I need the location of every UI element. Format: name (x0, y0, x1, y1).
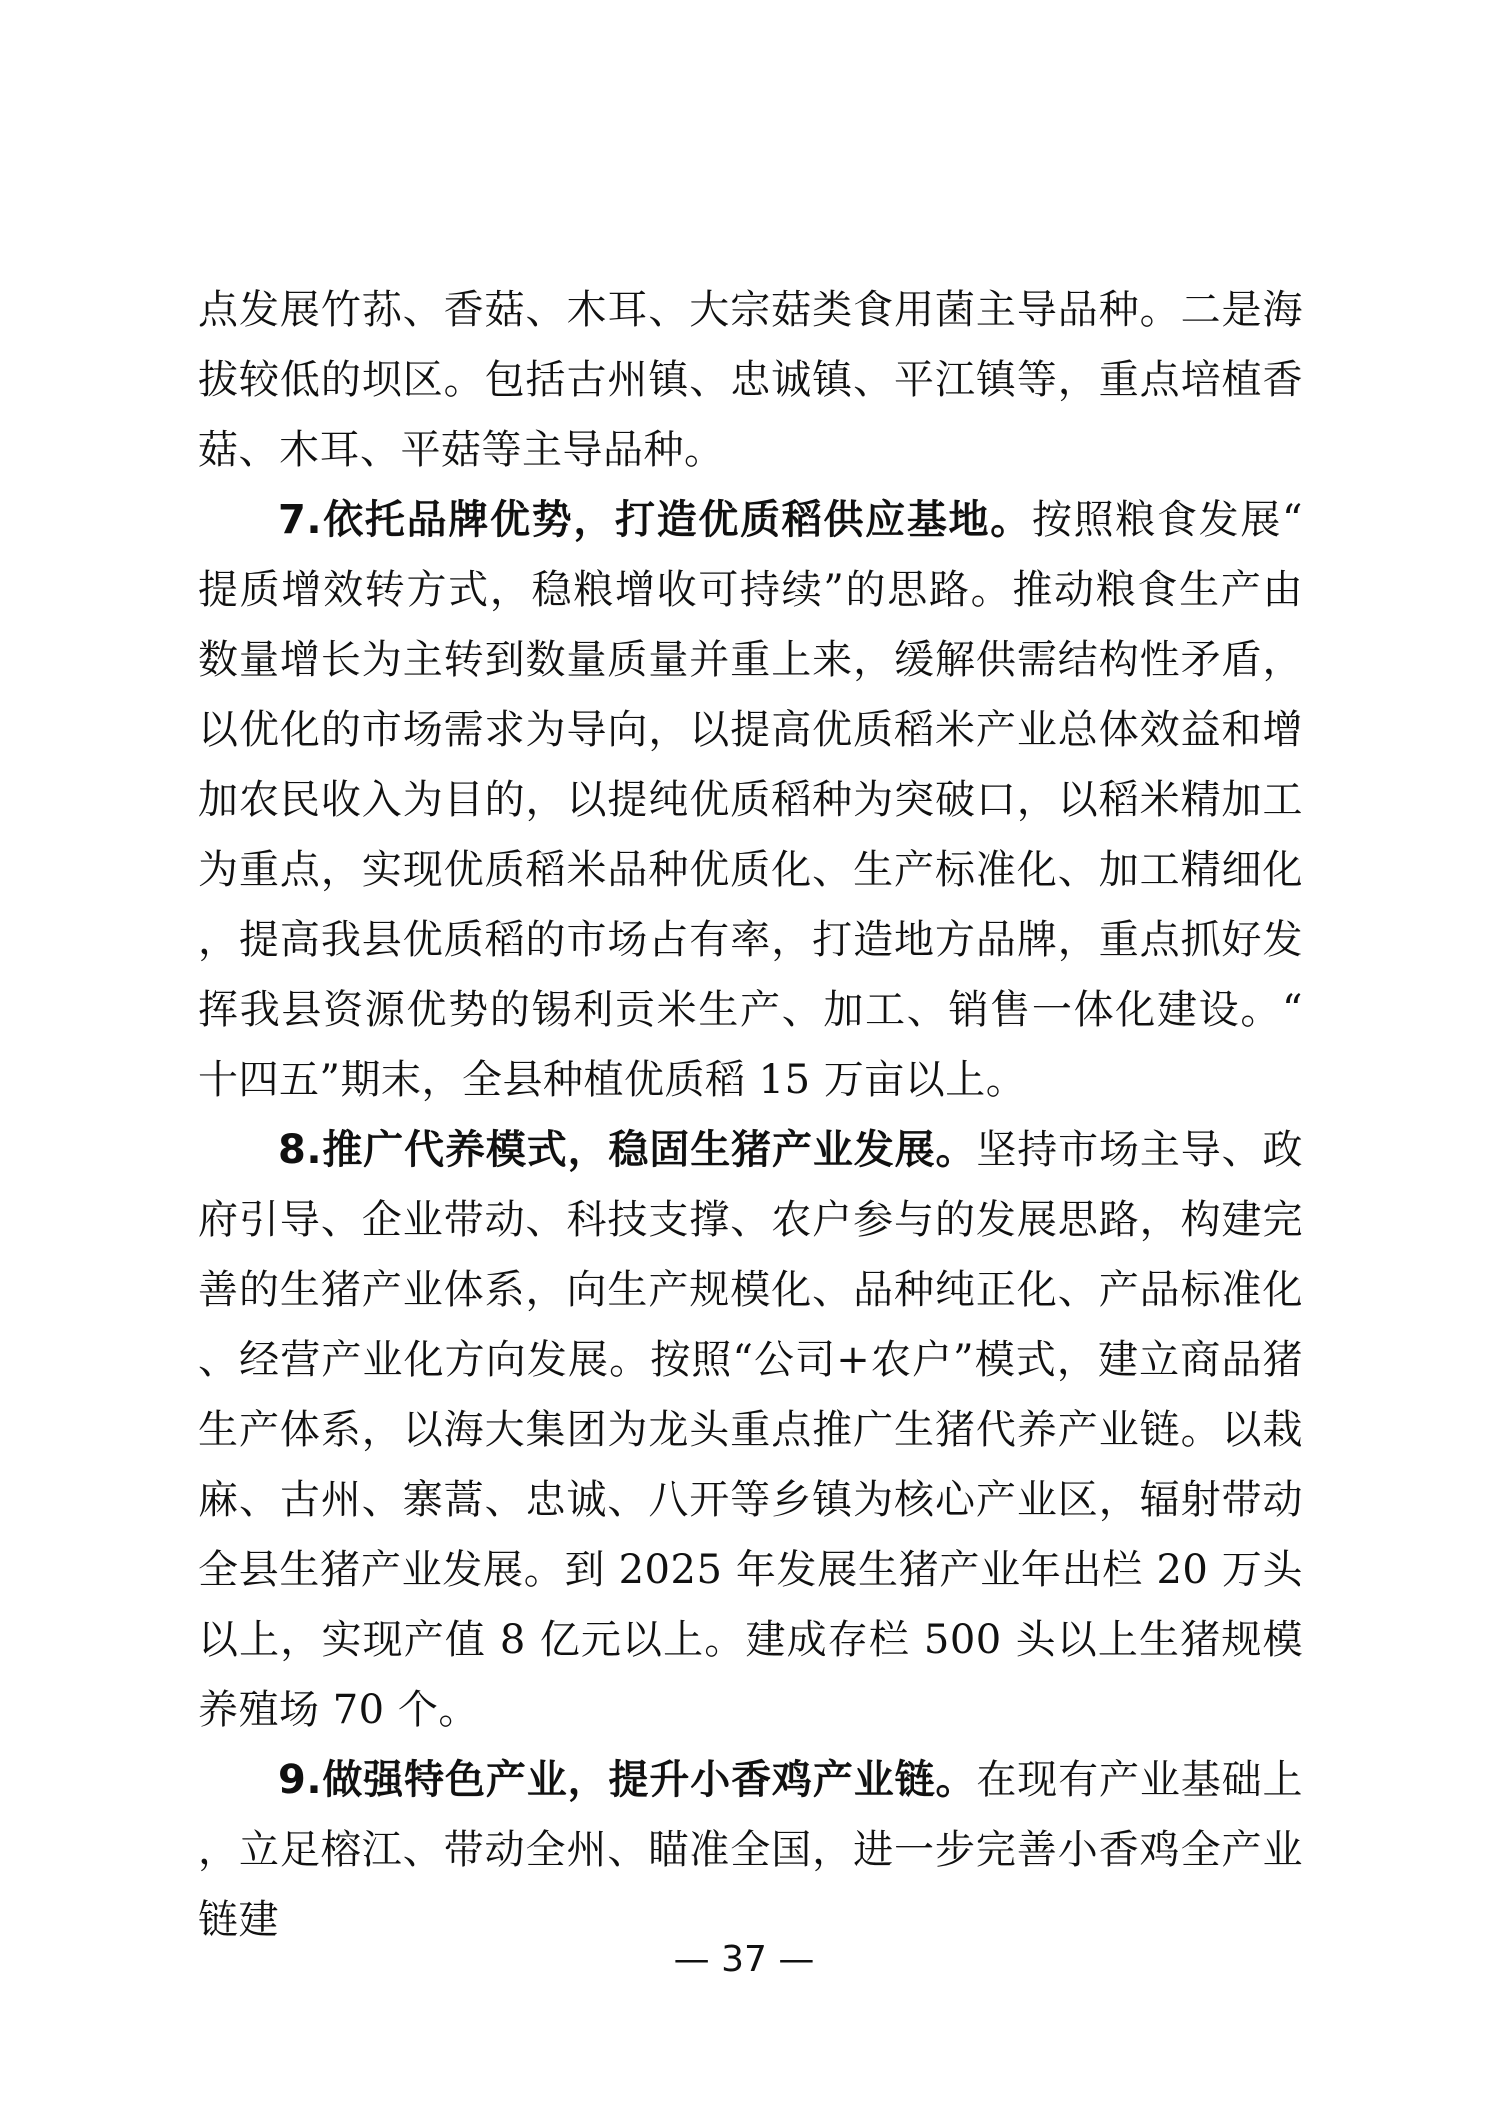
section-7-heading: 7.依托品牌优势，打造优质稻供应基地。 (278, 497, 1032, 543)
section-9-heading: 9.做强特色产业，提升小香鸡产业链。 (278, 1757, 977, 1803)
section-8-heading: 8.推广代养模式，稳固生猪产业发展。 (278, 1127, 977, 1173)
paragraph-intro: 点发展竹荪、香菇、木耳、大宗菇类食用菌主导品种。二是海拔较低的坝区。包括古州镇、忠诚镇、平江镇等，重点培植香菇、木耳、平菇等主导品种。 (198, 287, 1303, 473)
document-body (198, 275, 1303, 1955)
paragraph-section-7 (198, 485, 1303, 1115)
page-number: — 37 — (673, 1939, 815, 1980)
paragraph-section-8 (198, 1115, 1303, 1745)
section-7-body: 按照粮食发展“提质增效转方式，稳粮增收可持续”的思路。推动粮食生产由数量增长为主转到数量质量并重上来，缓解供需结构性矛盾，以优化的市场需求为导向，以提高优质稻米产业总体效益和增加农民收入为目的，以提纯优质稻种为突破口，以稻米精加工为重点，实现优质稻米品种优质化、生产标准化、加工精细化，提高我县优质稻的市场占有率，打造地方品牌，重点抓好发挥我县资源优势的锡利贡米生产、加工、销售一体化建设。“十四五”期末，全县种植优质稻 15 万亩以上。 (198, 497, 1303, 1103)
section-8-body: 坚持市场主导、政府引导、企业带动、科技支撑、农户参与的发展思路，构建完善的生猪产业体系，向生产规模化、品种纯正化、产品标准化、经营产业化方向发展。按照“公司+农户”模式，建立商品猪生产体系，以海大集团为龙头重点推广生猪代养产业链。以栽麻、古州、寨蒿、忠诚、八开等乡镇为核心产业区，辐射带动全县生猪产业发展。到 2025 年发展生猪产业年出栏 20 万头以上，实现产值 8 亿元以上。建成存栏 500 头以上生猪规模养殖场 70 个。 (198, 1127, 1304, 1733)
paragraph-section-9 (198, 1745, 1303, 1955)
section-9-body: 在现有产业基础上，立足榕江、带动全州、瞄准全国，进一步完善小香鸡全产业链建 (198, 1757, 1304, 1943)
